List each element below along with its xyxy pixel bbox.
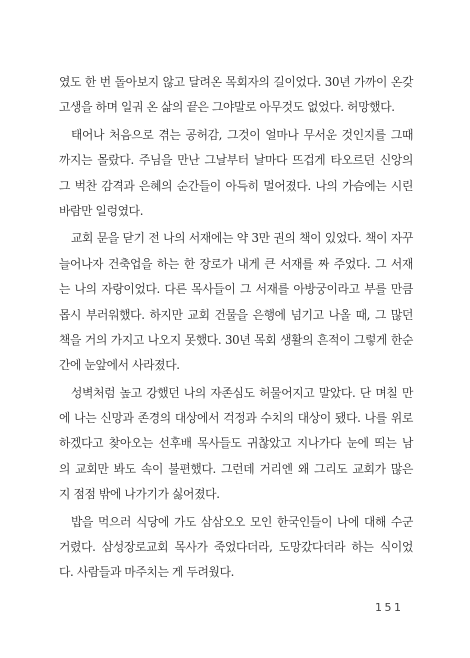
text-line: 그 벅찬 감격과 은혜의 순간들이 아득히 멀어졌다. 나의 가슴에는 시린 [59,178,413,193]
text-line: 태어나 처음으로 겪는 공허감, 그것이 얼마나 무서운 것인지를 그때 [71,127,413,142]
paragraph [59,123,413,225]
text-line: 거렸다. 삼성장로교회 목사가 죽었다더라, 도망갔다더라 하는 식이었 [59,540,413,555]
paragraph [59,226,413,378]
text-line: 다. 사람들과 마주치는 게 두려웠다. [59,565,235,580]
text-line: 밥을 먹으러 식당에 가도 삼삼오오 모인 한국인들이 나에 대해 수군 [71,514,413,529]
text-line: 교회 문을 닫기 전 나의 서재에는 약 3만 권의 책이 있었다. 책이 자꾸 [71,231,413,246]
text-line: 는 나의 자랑이었다. 다른 목사들이 그 서재를 아방궁이라고 부를 만큼 [59,282,413,297]
text-line: 성벽처럼 높고 강했던 나의 자존심도 허물어지고 말았다. 단 며칠 만 [71,385,413,400]
paragraph [59,381,413,508]
text-line: 까지는 몰랐다. 주님을 만난 그날부터 날마다 뜨겁게 타오르던 신앙의 [59,153,413,168]
text-line: 였도 한 번 돌아보지 않고 달려온 목회자의 길이었다. 30년 가까이 온갖 [59,75,413,89]
text-line: 책을 거의 가지고 나오지 못했다. 30년 목회 생활의 흔적이 그렇게 한순 [59,332,413,347]
text-line: 몹시 부러워했다. 하지만 교회 건물을 은행에 넘기고 나올 때, 그 많던 [59,307,413,322]
body-text [59,70,413,588]
text-line: 늘어나자 건축업을 하는 한 장로가 내게 큰 서재를 짜 주었다. 그 서재 [59,256,413,271]
text-line: 하겠다고 찾아오는 선후배 목사들도 귀찮았고 지나가다 눈에 띄는 남 [59,436,413,451]
text-line: 의 교회만 봐도 속이 불편했다. 그런데 거리엔 왜 그리도 교회가 많은 [59,461,413,476]
text-line: 에 나는 신망과 존경의 대상에서 걱정과 수치의 대상이 됐다. 나를 위로 [59,411,413,426]
text-line: 고생을 하며 일궈 온 삶의 끝은 그야말로 아무것도 없었다. 허망했다. [59,100,395,115]
page-number: 151 [375,601,404,614]
text-line: 바람만 일렁였다. [59,203,144,218]
paragraph [59,510,413,586]
text-line: 간에 눈앞에서 사라졌다. [59,358,180,373]
text-line: 지 점점 밖에 나가기가 싫어졌다. [59,487,220,502]
paragraph [59,70,413,121]
